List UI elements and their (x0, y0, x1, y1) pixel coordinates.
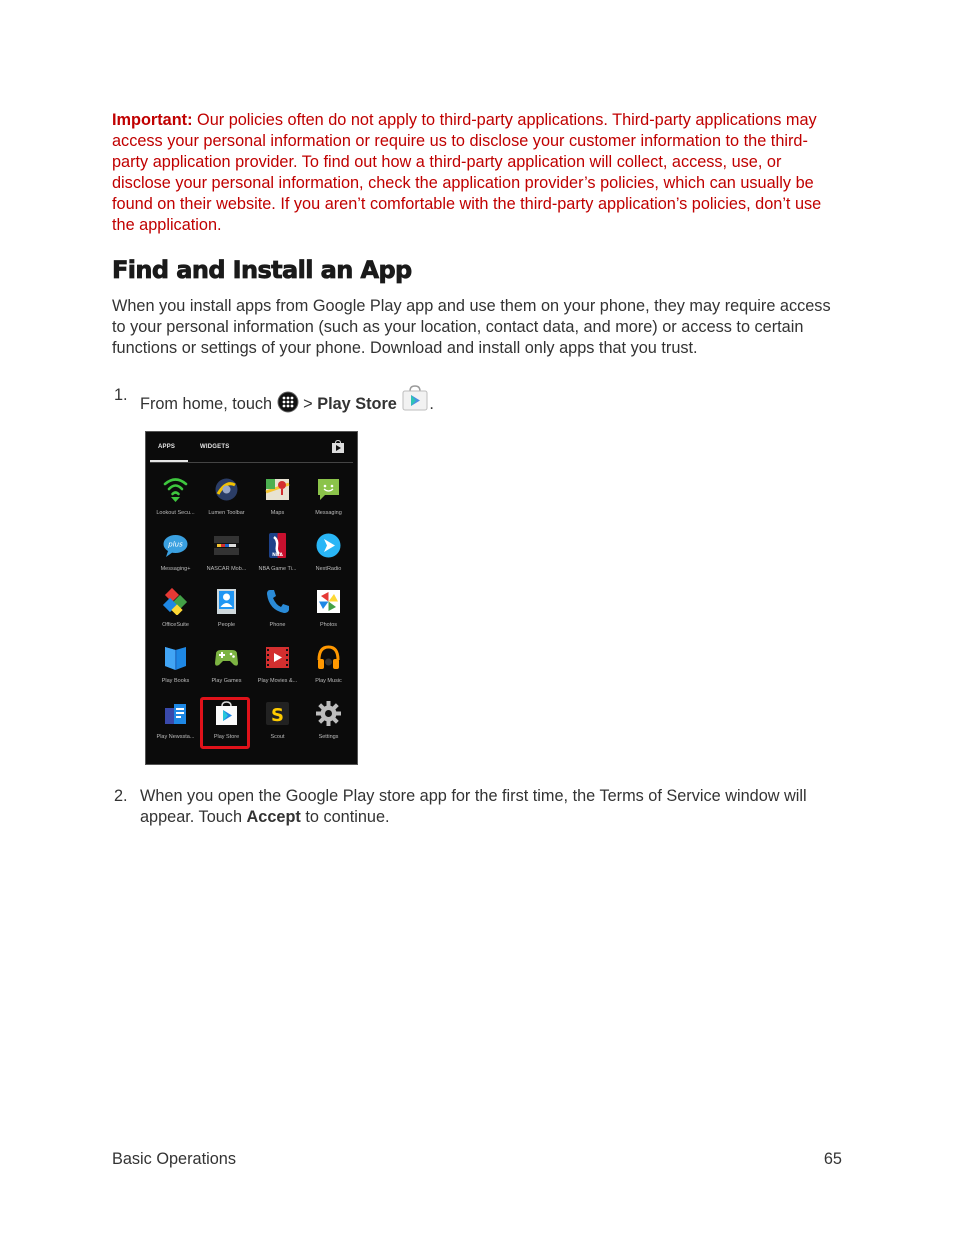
app-label: Play Games (211, 678, 242, 684)
app-tile[interactable] (303, 640, 354, 696)
svg-text:S: S (271, 705, 284, 726)
app-label: NextRadio (315, 566, 342, 572)
play-store-highlight (200, 697, 250, 749)
app-label: Play Newssta... (156, 734, 195, 740)
maps-icon (264, 476, 291, 503)
photos-icon (315, 588, 342, 615)
app-tile[interactable] (252, 584, 303, 640)
step-number: 1. (114, 386, 128, 404)
app-tile[interactable] (252, 528, 303, 584)
app-label: Lookout Secu... (156, 510, 195, 516)
step-text-post: to continue. (300, 808, 390, 826)
nba-icon (264, 532, 291, 559)
important-label: Important: (112, 111, 193, 129)
footer-section: Basic Operations (112, 1150, 236, 1168)
step-bold: Accept (246, 808, 301, 826)
step-text-mid: > (298, 395, 318, 413)
app-label: People (217, 622, 236, 628)
app-label: Messaging+ (160, 566, 191, 572)
step-text (140, 385, 840, 419)
officesuite-icon (162, 588, 189, 615)
scout-icon (264, 700, 291, 727)
svg-text:plus: plus (168, 540, 183, 549)
app-label: Maps (270, 510, 285, 516)
footer-page-number: 65 (823, 1150, 842, 1168)
app-tile[interactable] (303, 584, 354, 640)
step-text (140, 786, 840, 828)
app-tile[interactable] (150, 528, 201, 584)
app-label: Phone (269, 622, 286, 628)
important-note (112, 110, 840, 236)
app-drawer-screenshot (145, 431, 358, 765)
app-tile[interactable] (303, 696, 354, 752)
step-number: 2. (114, 787, 128, 805)
app-label: Play Books (161, 678, 190, 684)
apps-launcher-icon (277, 391, 299, 419)
app-tile[interactable] (150, 584, 201, 640)
app-label: OfficeSuite (162, 622, 189, 628)
app-tile[interactable] (150, 640, 201, 696)
step-bold: Play Store (317, 395, 397, 413)
play-movies-icon (264, 644, 291, 671)
app-label: Photos (319, 622, 338, 628)
app-label: Settings (318, 734, 339, 740)
tab-divider (150, 462, 353, 463)
settings-icon (315, 700, 342, 727)
app-tile[interactable] (150, 472, 201, 528)
app-tile[interactable] (303, 472, 354, 528)
app-tile[interactable] (201, 472, 252, 528)
nascar-icon (213, 532, 240, 559)
play-newsstand-icon (162, 700, 189, 727)
step-text-pre: From home, touch (140, 395, 277, 413)
play-books-icon (162, 644, 189, 671)
store-shortcut-icon[interactable] (331, 440, 345, 454)
app-tile[interactable] (252, 696, 303, 752)
step-text-post: . (429, 395, 434, 413)
app-tile[interactable] (201, 584, 252, 640)
app-label: Play Movies &... (257, 678, 298, 684)
app-tile[interactable] (150, 696, 201, 752)
app-label: Lumen Toolbar (208, 510, 245, 516)
messaging-plus-icon (162, 532, 189, 559)
important-text: Our policies often do not apply to third-party applications. Third-party applications may access your personal information or require us to disclose your customer information to the third-party application provider. To find out how a third-party application will collect, access, use, or disclose your personal information, check the application provider’s policies, which can usually be found on their website. If you aren’t comfortable with the third-party application’s policies, don’t use the application. (112, 111, 822, 234)
play-games-icon (213, 644, 240, 671)
app-tile[interactable] (252, 640, 303, 696)
app-label: Play Music (315, 678, 342, 684)
app-drawer-tabs (146, 432, 357, 464)
app-tile[interactable] (303, 528, 354, 584)
app-tile[interactable] (252, 472, 303, 528)
play-music-icon (315, 644, 342, 671)
app-tile[interactable] (201, 528, 252, 584)
lumen-toolbar-icon (213, 476, 240, 503)
nextradio-icon (315, 532, 342, 559)
app-label: Messaging (315, 510, 342, 516)
app-label: Scout (270, 734, 285, 740)
tab-apps[interactable]: APPS (158, 444, 176, 450)
step-text-pre: When you open the Google Play store app for the first time, the Terms of Service window will appear. Touch (140, 787, 807, 826)
tab-widgets[interactable]: WIDGETS (200, 444, 230, 450)
lookout-icon (162, 476, 189, 503)
section-heading: Find and Install an App (112, 256, 412, 284)
phone-icon (264, 588, 291, 615)
svg-text:NBA: NBA (272, 553, 283, 558)
app-label: NASCAR Mob... (206, 566, 247, 572)
play-store-icon (401, 385, 429, 417)
app-label: Play Store (213, 734, 240, 740)
app-tile[interactable] (201, 640, 252, 696)
people-icon (213, 588, 240, 615)
intro-paragraph: When you install apps from Google Play app and use them on your phone, they may require access to your personal information (such as your location, contact data, and more) or access to certain functions or settings of your phone. Download and install only apps that you trust. (112, 297, 831, 357)
messaging-icon (315, 476, 342, 503)
app-label: NBA Game Ti... (258, 566, 297, 572)
